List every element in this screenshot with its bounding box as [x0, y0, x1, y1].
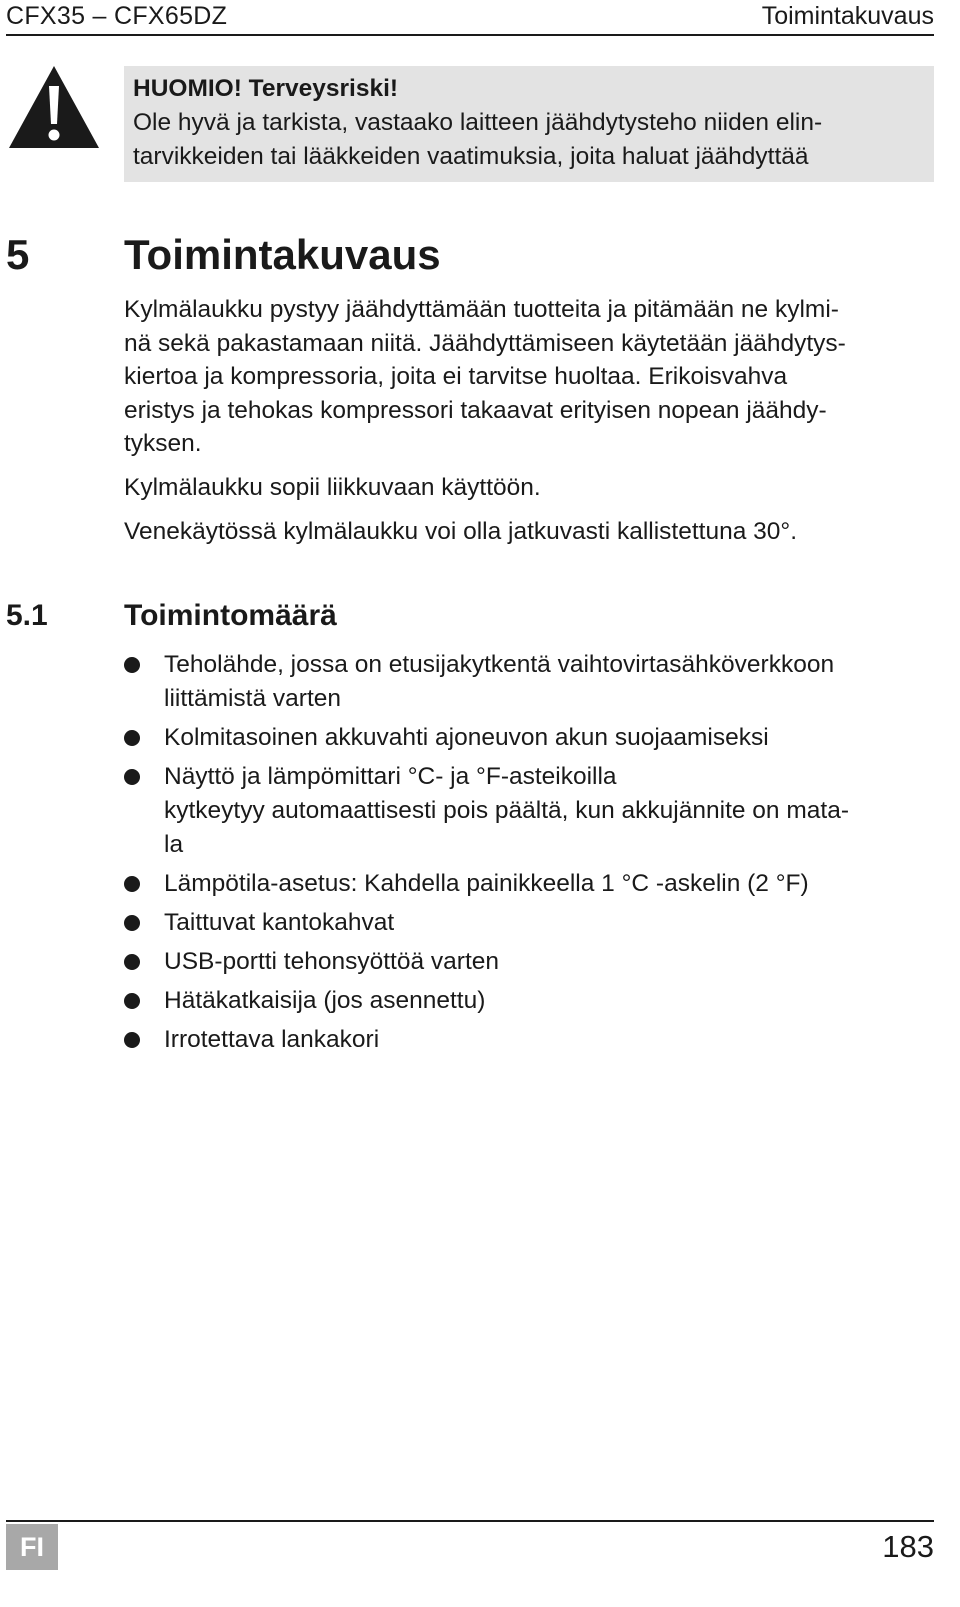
model-label: CFX35 – CFX65DZ	[6, 2, 228, 30]
list-item-text: Hätäkatkaisija (jos asennettu)	[164, 987, 486, 1014]
bullet-icon	[124, 915, 140, 931]
section-number: 5.1	[6, 599, 48, 632]
mobile-use-paragraph	[124, 471, 936, 505]
note-text-line: Ole hyvä ja tarkista, vastaako laitteen jäähdytysteho niiden elin-	[133, 109, 823, 136]
list-item-text: Lämpötila-asetus: Kahdella painikkeella 1 °C -askelin (2 °F)	[164, 870, 809, 897]
list-item-text: Teholähde, jossa on etusijakytkentä vaihtovirtasähköverkkoon	[164, 651, 835, 678]
list-item-text: USB-portti tehonsyöttöä varten	[164, 948, 500, 975]
list-item-text: Kolmitasoinen akkuvahti ajoneuvon akun suojaamiseksi	[164, 724, 769, 751]
paragraph-line: nä sekä pakastamaan niitä. Jäähdyttämiseen käytetään jäähdytys-	[124, 329, 846, 357]
list-item	[124, 1023, 936, 1057]
paragraph-line: eristys ja tehokas kompressori takaavat erityisen nopean jäähdy-	[124, 396, 827, 424]
list-item-text: Irrotettava lankakori	[164, 1026, 380, 1053]
list-item	[124, 945, 936, 979]
paragraph-line: Kylmälaukku pystyy jäähdyttämään tuotteita ja pitämään ne kylmi-	[124, 296, 839, 323]
language-badge: FI	[6, 1524, 58, 1570]
description-paragraph	[124, 293, 936, 461]
page-footer	[6, 1520, 934, 1572]
section-label: Toimintakuvaus	[761, 2, 934, 30]
health-risk-note	[124, 66, 934, 182]
page-header	[6, 0, 934, 36]
section-heading	[6, 596, 936, 636]
list-item-text: kytkeytyy automaattisesti pois päältä, kun akkujännite on mata-	[164, 797, 849, 824]
list-item	[124, 648, 936, 716]
list-item-text: liittämistä varten	[164, 685, 342, 712]
paragraph-line: Kylmälaukku sopii liikkuvaan käyttöön.	[124, 474, 541, 501]
bullet-icon	[124, 993, 140, 1009]
list-item-text: la	[164, 831, 184, 858]
bullet-icon	[124, 876, 140, 892]
bullet-icon	[124, 657, 140, 673]
chapter-title: Toimintakuvaus	[124, 231, 441, 278]
paragraph-line: kiertoa ja kompressoria, joita ei tarvitse huoltaa. Erikoisvahva	[124, 363, 788, 390]
bullet-icon	[124, 1032, 140, 1048]
paragraph-line: tyksen.	[124, 430, 202, 457]
list-item-text: Taittuvat kantokahvat	[164, 909, 395, 936]
chapter-heading	[6, 226, 936, 286]
list-item	[124, 867, 936, 901]
feature-list	[124, 648, 936, 1062]
note-text-line: tarvikkeiden tai lääkkeiden vaatimuksia, joita haluat jäähdyttää	[133, 143, 809, 170]
list-item	[124, 760, 936, 862]
list-item	[124, 721, 936, 755]
bullet-icon	[124, 954, 140, 970]
bullet-icon	[124, 769, 140, 785]
chapter-number: 5	[6, 231, 30, 278]
paragraph-line: Venekäytössä kylmälaukku voi olla jatkuvasti kallistettuna 30°.	[124, 518, 798, 545]
bullet-icon	[124, 730, 140, 746]
list-item	[124, 984, 936, 1018]
note-title: HUOMIO! Terveysriski!	[133, 75, 399, 102]
boat-use-paragraph	[124, 515, 936, 549]
page-number: 183	[882, 1529, 934, 1564]
section-title: Toimintomäärä	[124, 599, 337, 632]
list-item	[124, 906, 936, 940]
warning-triangle-icon	[6, 62, 102, 152]
list-item-text: Näyttö ja lämpömittari °C- ja °F-asteikoilla	[164, 763, 617, 790]
